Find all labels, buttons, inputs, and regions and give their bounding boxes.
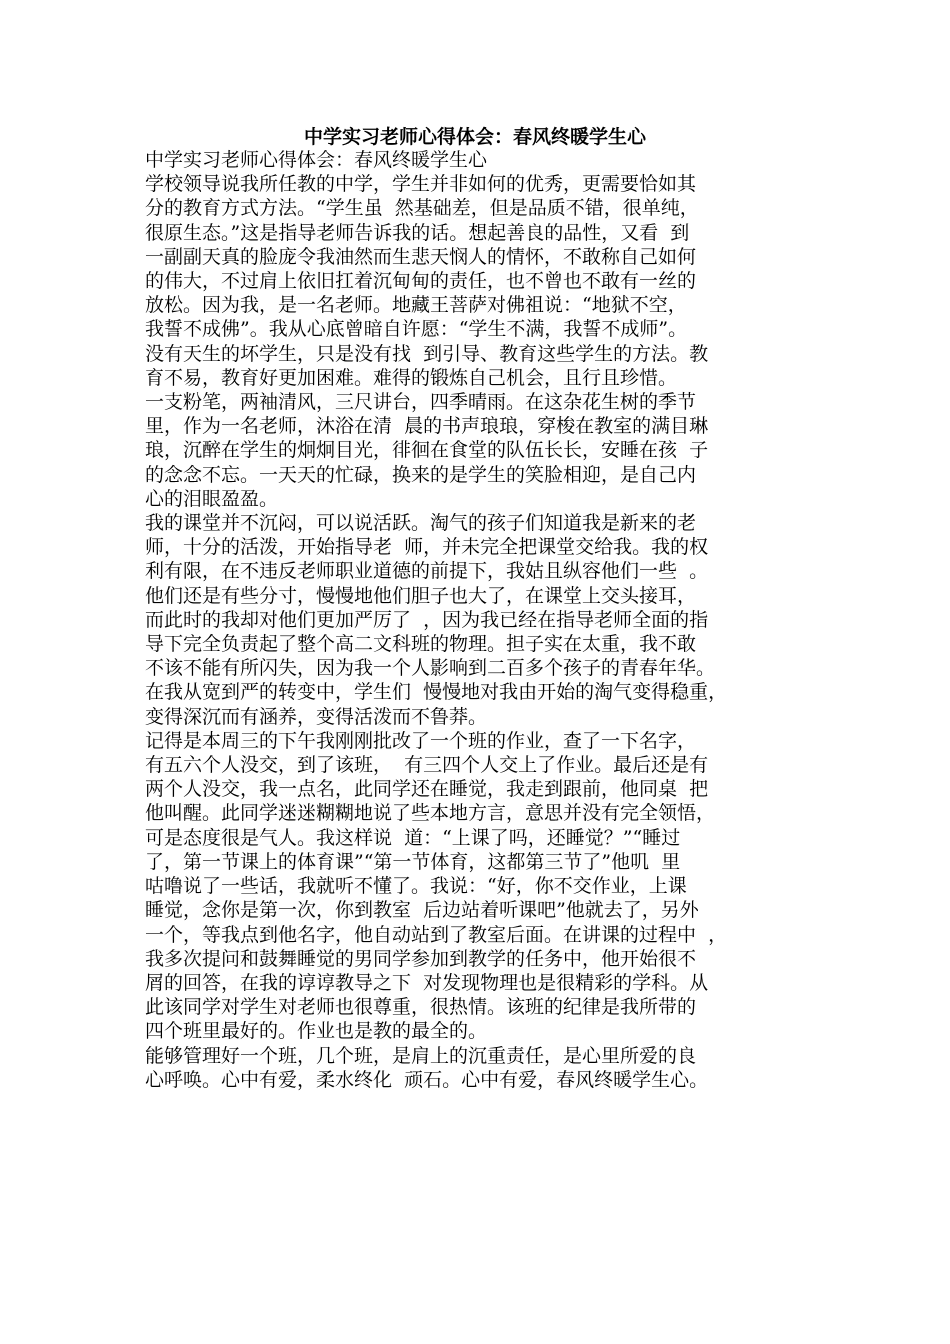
body-line: 利有限，在不违反老师职业道德的前提下，我姑且纵容他们一些 。 — [145, 560, 709, 583]
body-line: 一个，等我点到他名字，他自动站到了教室后面。在讲课的过程中 ， — [145, 923, 728, 946]
body-line: 我多次提问和鼓舞睡觉的男同学参加到教学的任务中，他开始很不 — [145, 947, 697, 970]
body-line: 咕噜说了一些话，我就听不懂了。我说：“好，你不交作业，上课 — [145, 875, 687, 898]
body-line: 的伟大，不过肩上依旧扛着沉甸甸的责任，也不曾也不敢有一丝的 — [145, 270, 697, 293]
body-line: 分的教育方式方法。“学生虽 然基础差，但是品质不错，很单纯， — [145, 197, 699, 220]
body-line: 能够管理好一个班，几个班，是肩上的沉重责任，是心里所爱的良 — [145, 1044, 697, 1067]
body-line: 中学实习老师心得体会：春风终暖学生心 — [145, 149, 488, 171]
body-line: 师，十分的活泼，开始指导老 师，并未完全把课堂交给我。我的权 — [145, 536, 709, 559]
body-line: 在我从宽到严的转变中，学生们 慢慢地对我由开始的淘气变得稳重， — [145, 681, 728, 704]
body-line: 的念念不忘。一天天的忙碌，换来的是学生的笑脸相迎，是自己内 — [145, 463, 697, 486]
body-line: 他叫醒。此同学迷迷糊糊地说了些本地方言，意思并没有完全领悟， — [145, 802, 716, 825]
body-line: 琅，沉醉在学生的炯炯目光，徘徊在食堂的队伍长长，安睡在孩 子 — [145, 439, 709, 462]
body-line: 而此时的我却对他们更加严厉了 ，因为我已经在指导老师全面的指 — [145, 608, 709, 631]
body-line: 不该不能有所闪失，因为我一个人影响到二百多个孩子的青春年华。 — [145, 657, 716, 680]
body-line: 可是态度很是气人。我这样说 道：“上课了吗，还睡觉？”“睡过 — [145, 826, 681, 849]
body-line: 了，第一节课上的体育课”“第一节体育，这都第三节了”他叽 里 — [145, 850, 681, 873]
body-line: 很原生态。”这是指导老师告诉我的话。想起善良的品性，又看 到 — [145, 221, 690, 244]
body-line: 没有天生的坏学生，只是没有找 到引导、教育这些学生的方法。教 — [145, 342, 709, 365]
body-line: 屑的回答，在我的谆谆教导之下 对发现物理也是很精彩的学科。从 — [145, 971, 709, 994]
body-line: 一支粉笔，两袖清风，三尺讲台，四季晴雨。在这杂花生树的季节 — [145, 391, 697, 414]
body-line: 睡觉，念你是第一次，你到教室 后边站着听课吧”他就去了，另外 — [145, 899, 699, 922]
document-body — [145, 148, 825, 1092]
body-line: 放松。因为我，是一名老师。地藏王菩萨对佛祖说：“地狱不空， — [145, 294, 687, 317]
body-line: 一副副天真的脸庞令我油然而生悲天悯人的情怀，不敢称自己如何 — [145, 245, 697, 268]
body-line: 有五六个人没交，到了该班， 有三四个人交上了作业。最后还是有 — [145, 754, 709, 777]
body-line: 他们还是有些分寸，慢慢地他们胆子也大了，在课堂上交头接耳， — [145, 584, 697, 607]
body-line: 我誓不成佛”。我从心底曾暗自许愿：“学生不满，我誓不成师”。 — [145, 318, 688, 341]
body-line: 此该同学对学生对老师也很尊重，很热情。该班的纪律是我所带的 — [145, 996, 697, 1019]
document-title: 中学实习老师心得体会：春风终暖学生心 — [303, 126, 646, 148]
body-line: 记得是本周三的下午我刚刚批改了一个班的作业，查了一下名字， — [145, 729, 697, 752]
body-line: 育不易，教育好更加困难。难得的锻炼自己机会，且行且珍惜。 — [145, 366, 678, 389]
body-line: 导下完全负责起了整个高二文科班的物理。担子实在太重，我不敢 — [145, 633, 697, 656]
body-line: 里，作为一名老师，沐浴在清 晨的书声琅琅，穿梭在教室的满目琳 — [145, 415, 709, 438]
body-line: 我的课堂并不沉闷，可以说活跃。淘气的孩子们知道我是新来的老 — [145, 512, 697, 535]
body-line: 学校领导说我所任教的中学，学生并非如何的优秀，更需要恰如其 — [145, 173, 697, 196]
body-line: 变得深沉而有涵养，变得活泼而不鲁莽。 — [145, 705, 488, 728]
body-line: 两个人没交，我一点名，此同学还在睡觉，我走到跟前，他同桌 把 — [145, 778, 709, 801]
body-line: 心呼唤。心中有爱，柔水终化 顽石。心中有爱，春风终暖学生心。 — [145, 1068, 709, 1091]
body-line: 四个班里最好的。作业也是教的最全的。 — [145, 1020, 488, 1043]
body-line: 心的泪眼盈盈。 — [145, 487, 279, 510]
